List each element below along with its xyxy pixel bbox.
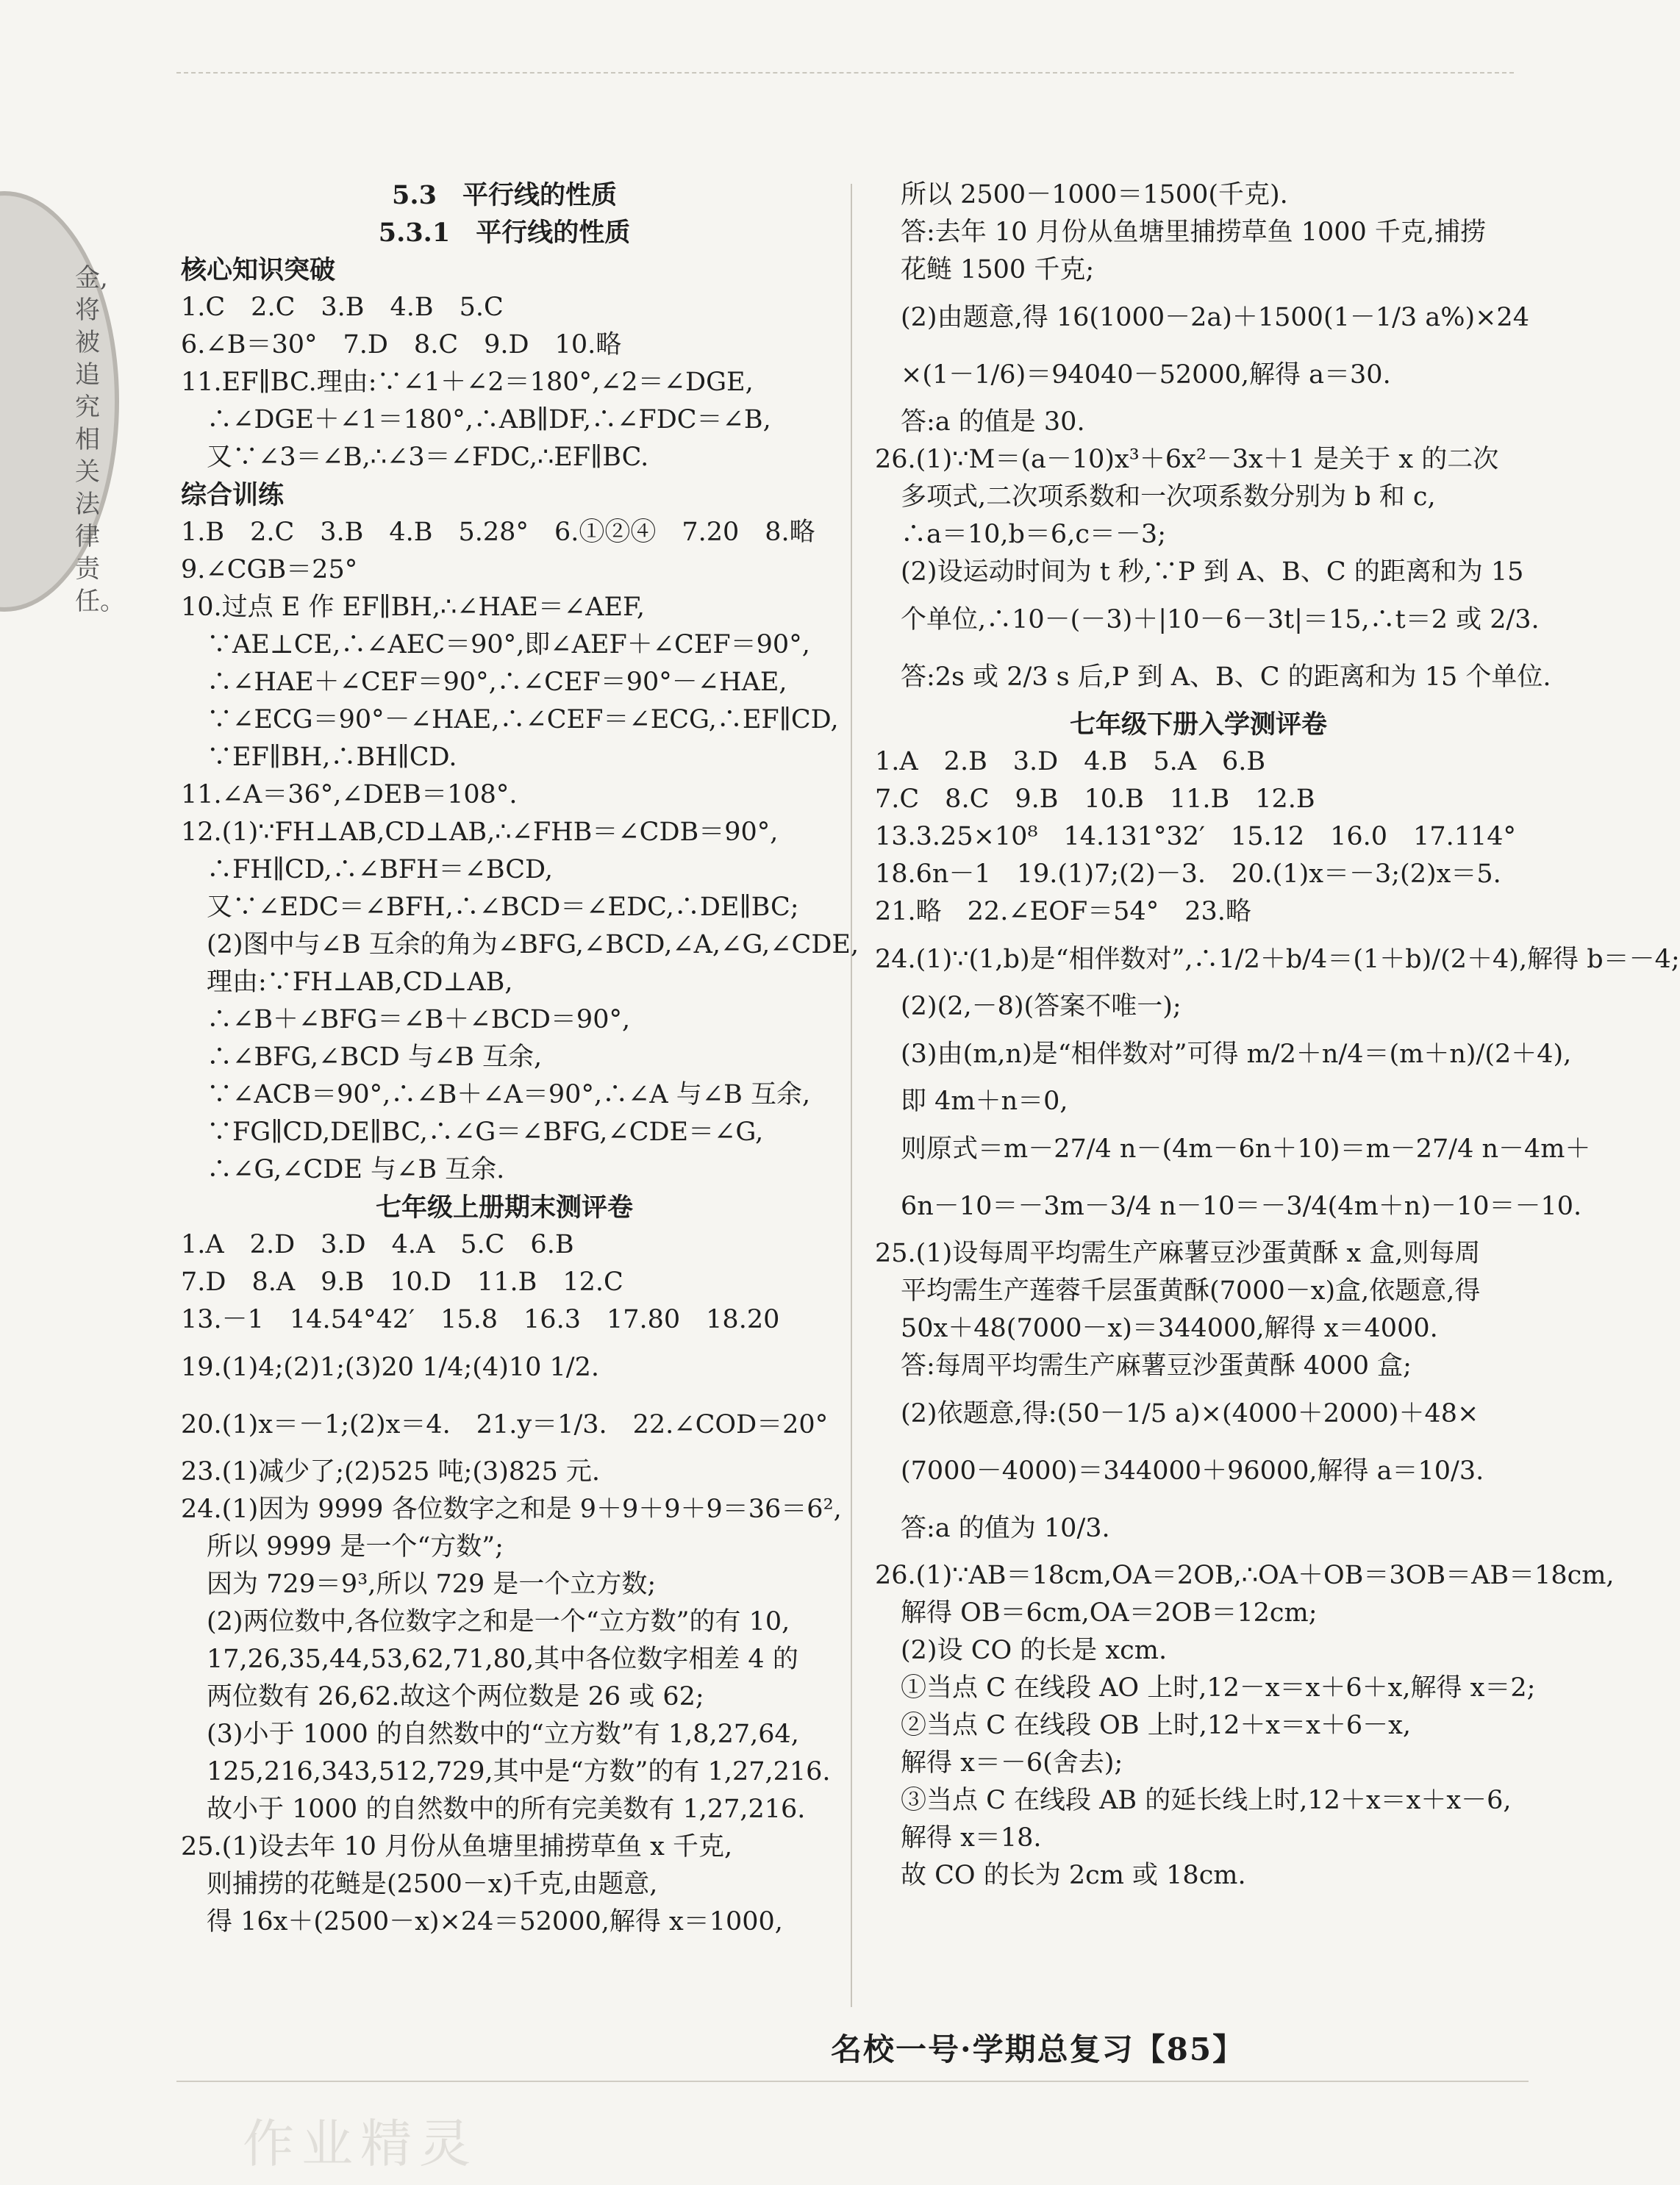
right-line: 故 CO 的长为 2cm 或 18cm. [875,1861,1246,1890]
right-line: ×(1－1/6)＝94040－52000,解得 a＝30. [875,360,1391,390]
left-line: 又∵∠EDC＝∠BFH,∴∠BCD＝∠EDC,∴DE∥BC; [181,893,799,922]
right-line: 1.A 2.B 3.D 4.B 5.A 6.B [875,747,1266,776]
left-line: 24.(1)因为 9999 各位数字之和是 9＋9＋9＋9＝36＝6², [181,1495,842,1524]
right-line: 24.(1)∵(1,b)是“相伴数对”,∴1/2＋b/4＝(1＋b)/(2＋4),解得 b＝－4; [875,944,1680,974]
right-line: ②当点 C 在线段 OB 上时,12＋x＝x＋6－x, [875,1711,1411,1740]
right-line: (2)设 CO 的长是 xcm. [875,1636,1168,1665]
left-line: ∵∠ECG＝90°－∠HAE,∴∠CEF＝∠ECG,∴EF∥CD, [181,705,839,734]
left-line: ∴∠B＋∠BFG＝∠B＋∠BCD＝90°, [181,1005,631,1034]
right-line: (7000－4000)＝344000＋96000,解得 a＝10/3. [875,1456,1484,1486]
left-line: 6.∠B＝30° 7.D 8.C 9.D 10.略 [181,330,622,360]
column-divider [851,184,852,2007]
left-line: 综合训练 [181,480,285,510]
left-line: ∴∠DGE＋∠1＝180°,∴AB∥DF,∴∠FDC＝∠B, [181,405,771,435]
right-line: 解得 OB＝6cm,OA＝2OB＝12cm; [875,1598,1318,1628]
left-line: 10.过点 E 作 EF∥BH,∴∠HAE＝∠AEF, [181,593,646,622]
right-line: 26.(1)∵AB＝18cm,OA＝2OB,∴OA＋OB＝3OB＝AB＝18cm, [875,1561,1615,1590]
right-line: 26.(1)∵M＝(a－10)x³＋6x²－3x＋1 是关于 x 的二次 [875,445,1499,474]
left-line: 20.(1)x＝－1;(2)x＝4. 21.y＝1/3. 22.∠COD＝20° [181,1409,829,1440]
left-line: 故小于 1000 的自然数中的所有完美数有 1,27,216. [181,1795,806,1824]
left-line: 得 16x＋(2500－x)×24＝52000,解得 x＝1000, [181,1907,783,1937]
right-line: 50x＋48(7000－x)＝344000,解得 x＝4000. [875,1314,1438,1343]
left-line: 两位数有 26,62.故这个两位数是 26 或 62; [181,1682,704,1712]
footer-rule [176,2081,1529,2082]
right-line: 答:去年 10 月份从鱼塘里捕捞草鱼 1000 千克,捕捞 [875,218,1487,247]
right-line: (2)由题意,得 16(1000－2a)＋1500(1－1/3 a%)×24 [875,302,1529,332]
left-line: 13.－1 14.54°42′ 15.8 16.3 17.80 18.20 [181,1305,780,1334]
right-line: 6n－10＝－3m－3/4 n－10＝－3/4(4m＋n)－10＝－10. [875,1191,1582,1221]
left-line: 23.(1)减少了;(2)525 吨;(3)825 元. [181,1457,600,1487]
right-line: 答:a 的值是 30. [875,407,1085,437]
seal-text: 金,将被追究相关法律责任。 [75,263,125,616]
left-line: 则捕捞的花鲢是(2500－x)千克,由题意, [181,1870,658,1899]
left-line: 1.A 2.D 3.D 4.A 5.C 6.B [181,1230,574,1259]
left-line: ∵∠ACB＝90°,∴∠B＋∠A＝90°,∴∠A 与∠B 互余, [181,1080,811,1109]
left-line: 25.(1)设去年 10 月份从鱼塘里捕捞草鱼 x 千克, [181,1832,733,1862]
right-line: 平均需生产莲蓉千层蛋黄酥(7000－x)盒,依题意,得 [875,1276,1481,1306]
right-line: 21.略 22.∠EOF＝54° 23.略 [875,897,1251,926]
top-dashed-rule [176,72,1514,74]
right-line: 解得 x＝－6(舍去); [875,1748,1123,1778]
left-line: 理由:∵FH⊥AB,CD⊥AB, [181,968,513,997]
left-column [181,176,859,1941]
left-line: (3)小于 1000 的自然数中的“立方数”有 1,8,27,64, [181,1720,799,1749]
left-line: 5.3.1 平行线的性质 [378,218,631,248]
left-line: 7.D 8.A 9.B 10.D 11.B 12.C [181,1267,623,1297]
left-line: 所以 9999 是一个“方数”; [181,1532,504,1562]
right-line: 即 4m＋n＝0, [875,1087,1068,1116]
right-line: 多项式,二次项系数和一次项系数分别为 b 和 c, [875,482,1436,512]
left-line: ∵EF∥BH,∴BH∥CD. [181,743,457,772]
left-line: (2)两位数中,各位数字之和是一个“立方数”的有 10, [181,1607,790,1637]
left-line: 1.C 2.C 3.B 4.B 5.C [181,293,504,322]
right-line: 个单位,∴10－(－3)＋|10－6－3t|＝15,∴t＝2 或 2/3. [875,604,1540,634]
right-line: 花鲢 1500 千克; [875,255,1095,285]
left-line: 17,26,35,44,53,62,71,80,其中各位数字相差 4 的 [181,1645,798,1674]
watermark: 作业精灵 [243,2114,478,2174]
left-line: 七年级上册期末测评卷 [375,1192,633,1223]
page-footer: 名校一号·学期总复习【85】 [831,2031,1245,2067]
left-line: 19.(1)4;(2)1;(3)20 1/4;(4)10 1/2. [181,1352,599,1382]
left-line: 9.∠CGB＝25° [181,555,358,584]
copyright-seal [0,191,125,616]
left-line: 1.B 2.C 3.B 4.B 5.28° 6.①②④ 7.20 8.略 [181,518,815,547]
left-line: ∴FH∥CD,∴∠BFH＝∠BCD, [181,855,553,884]
left-line: ∴∠HAE＋∠CEF＝90°,∴∠CEF＝90°－∠HAE, [181,668,787,697]
right-line: 25.(1)设每周平均需生产麻薯豆沙蛋黄酥 x 盒,则每周 [875,1239,1481,1268]
right-line: 则原式＝m－27/4 n－(4m－6n＋10)＝m－27/4 n－4m＋ [875,1134,1591,1164]
left-line: 11.EF∥BC.理由:∵∠1＋∠2＝180°,∠2＝∠DGE, [181,368,754,397]
left-line: 125,216,343,512,729,其中是“方数”的有 1,27,216. [181,1757,831,1787]
left-line: 11.∠A＝36°,∠DEB＝108°. [181,780,518,809]
right-line: (2)设运动时间为 t 秒,∵P 到 A、B、C 的距离和为 15 [875,557,1524,587]
right-line: 所以 2500－1000＝1500(千克). [875,180,1288,210]
right-line: 答:a 的值为 10/3. [875,1513,1110,1543]
right-column [875,176,1680,1895]
right-line: (2)依题意,得:(50－1/5 a)×(4000＋2000)＋48× [875,1398,1479,1428]
left-line: 核心知识突破 [181,255,336,285]
right-line: ①当点 C 在线段 AO 上时,12－x＝x＋6＋x,解得 x＝2; [875,1673,1536,1703]
right-line: ∴a＝10,b＝6,c＝－3; [875,520,1166,549]
right-line: (2)(2,－8)(答案不唯一); [875,992,1182,1021]
left-line: ∴∠G,∠CDE 与∠B 互余. [181,1155,505,1184]
right-line: ③当点 C 在线段 AB 的延长线上时,12＋x＝x＋x－6, [875,1786,1512,1815]
left-line: 12.(1)∵FH⊥AB,CD⊥AB,∴∠FHB＝∠CDB＝90°, [181,818,779,847]
right-line: 答:每周平均需生产麻薯豆沙蛋黄酥 4000 盒; [875,1351,1412,1381]
left-line: ∵FG∥CD,DE∥BC,∴∠G＝∠BFG,∠CDE＝∠G, [181,1117,764,1147]
left-line: ∵AE⊥CE,∴∠AEC＝90°,即∠AEF＋∠CEF＝90°, [181,630,810,659]
left-line: 因为 729＝9³,所以 729 是一个立方数; [181,1570,657,1599]
right-line: 18.6n－1 19.(1)7;(2)－3. 20.(1)x＝－3;(2)x＝5. [875,859,1501,889]
right-line: 13.3.25×10⁸ 14.131°32′ 15.12 16.0 17.114° [875,822,1517,851]
right-line: 解得 x＝18. [875,1823,1042,1853]
left-line: 5.3 平行线的性质 [392,180,617,210]
left-line: 又∵∠3＝∠B,∴∠3＝∠FDC,∴EF∥BC. [181,443,649,472]
left-line: (2)图中与∠B 互余的角为∠BFG,∠BCD,∠A,∠G,∠CDE, [181,930,859,959]
right-line: 7.C 8.C 9.B 10.B 11.B 12.B [875,784,1315,814]
left-line: ∴∠BFG,∠BCD 与∠B 互余, [181,1043,543,1072]
right-line: 答:2s 或 2/3 s 后,P 到 A、B、C 的距离和为 15 个单位. [875,662,1551,692]
right-line: 七年级下册入学测评卷 [1069,709,1327,740]
right-line: (3)由(m,n)是“相伴数对”可得 m/2＋n/4＝(m＋n)/(2＋4), [875,1039,1572,1069]
